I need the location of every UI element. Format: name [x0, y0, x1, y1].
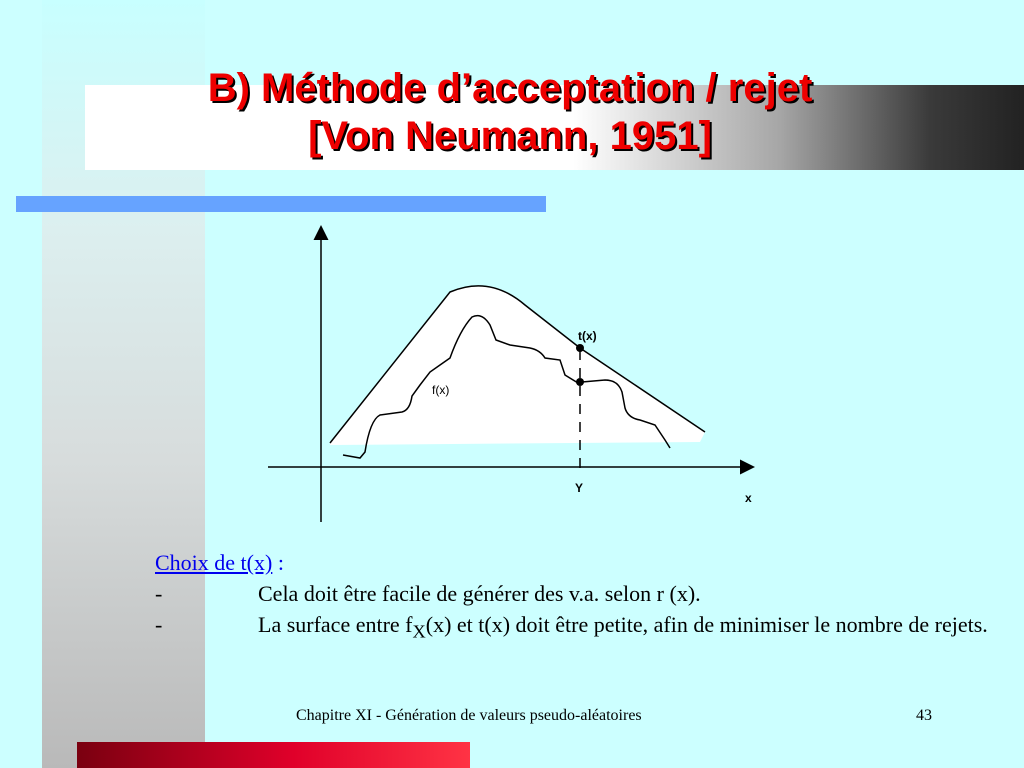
- slide-title: [85, 64, 935, 160]
- point-t-of-Y: [576, 344, 584, 352]
- choix-link[interactable]: Choix de t(x): [155, 550, 273, 575]
- footer-chapter: Chapitre XI - Génération de valeurs pseudo-aléatoires: [296, 707, 642, 724]
- blue-divider-bar: [16, 196, 546, 212]
- slide-title-line2: [Von Neumann, 1951]: [308, 114, 712, 158]
- acceptance-rejection-figure: [260, 220, 770, 530]
- bullet-dash: -: [155, 581, 163, 606]
- bullet-subscript: X: [412, 621, 426, 642]
- red-decorative-bar: [77, 742, 470, 768]
- slide-body: [155, 547, 1005, 647]
- envelope-area: [330, 286, 705, 445]
- bullet-item-2: [155, 609, 1005, 647]
- label-x-axis: x: [745, 491, 752, 505]
- label-f-of-x: f(x): [432, 383, 450, 397]
- bullet-text-pre: La surface entre f: [258, 612, 413, 637]
- slide-title-line1: B) Méthode d’acceptation / rejet: [207, 66, 813, 110]
- label-Y: Y: [575, 481, 584, 495]
- point-f-of-Y: [576, 378, 584, 386]
- bullet-text-post: (x) et t(x) doit être petite, afin de minimiser le nombre de rejets.: [425, 612, 988, 637]
- label-t-of-x: t(x): [578, 329, 597, 343]
- bullet-text: Cela doit être facile de générer des v.a. selon r (x).: [258, 581, 701, 606]
- choix-heading: [155, 547, 1005, 578]
- page-number: 43: [916, 707, 932, 724]
- choix-heading-suffix: :: [272, 550, 284, 575]
- bullet-dash: -: [155, 612, 163, 637]
- bullet-item-1: [155, 578, 1005, 609]
